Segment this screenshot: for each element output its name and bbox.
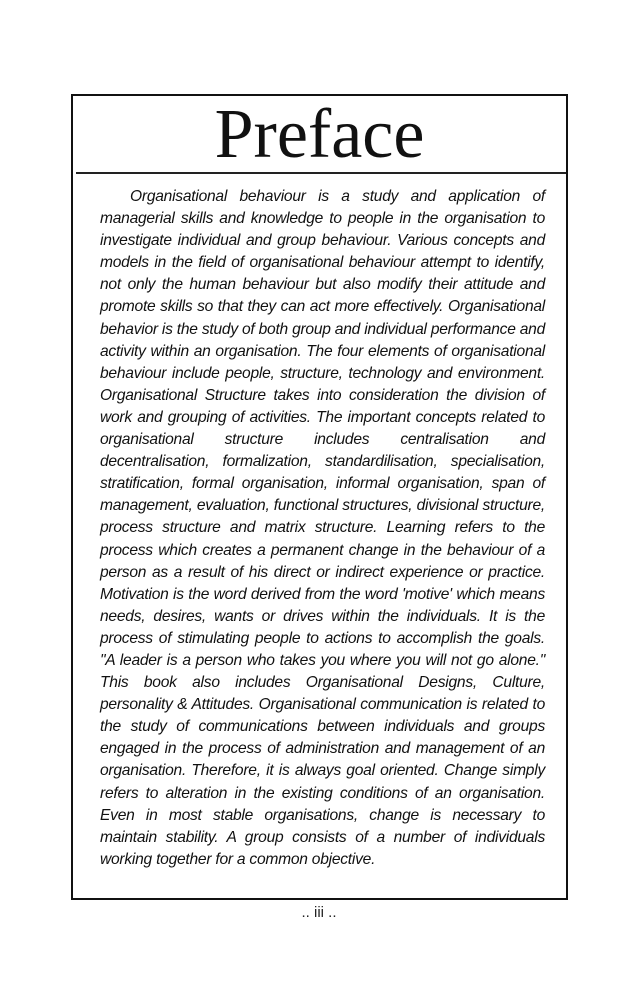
- page-title: Preface: [214, 96, 425, 173]
- preface-frame: [71, 94, 568, 900]
- title-divider: [76, 172, 566, 174]
- page-number: .. iii ..: [301, 904, 337, 921]
- preface-body: Organisational behaviour is a study and application of managerial skills and knowledge to people in the organisation to investigate individual and group behaviour. Various concepts and models in the field of organisational behaviour attempt to identify, not only the human behaviour but also modify their attitude and promote skills so that they can act more effectively. Organisational behavior is the study of both group and individual performance and activity within an organisation. The four elements of organisational behaviour include people, structure, technology and environment. Organisational Structure takes into consideration the division of work and grouping of activities. The important concepts related to organisational structure includes centralisation and decentralisation, formalization, standardilisation, specialisation, stratification, formal organisation, informal organisation, span of management, evaluation, functional structures, divisional structure, process structure and matrix structure. Learning refers to the process which creates a permanent change in the behaviour of a person as a result of his direct or indirect experience or practice. Motivation is the word derived from the word 'motive' which means needs, desires, wants or drives within the individuals. It is the process of stimulating people to actions to accomplish the goals. "A leader is a person who takes you where you will not go alone." This book also includes Organisational Designs, Culture, personality & Attitudes. Organisational communication is related to the study of communications between individuals and groups engaged in the process of administration and management of an organisation. Therefore, it is always goal oriented. Change simply refers to alteration in the existing conditions of an organisation. Even in most stable organisations, change is necessary to maintain stability. A group consists of a number of individuals working together for a common objective.: [100, 188, 545, 868]
